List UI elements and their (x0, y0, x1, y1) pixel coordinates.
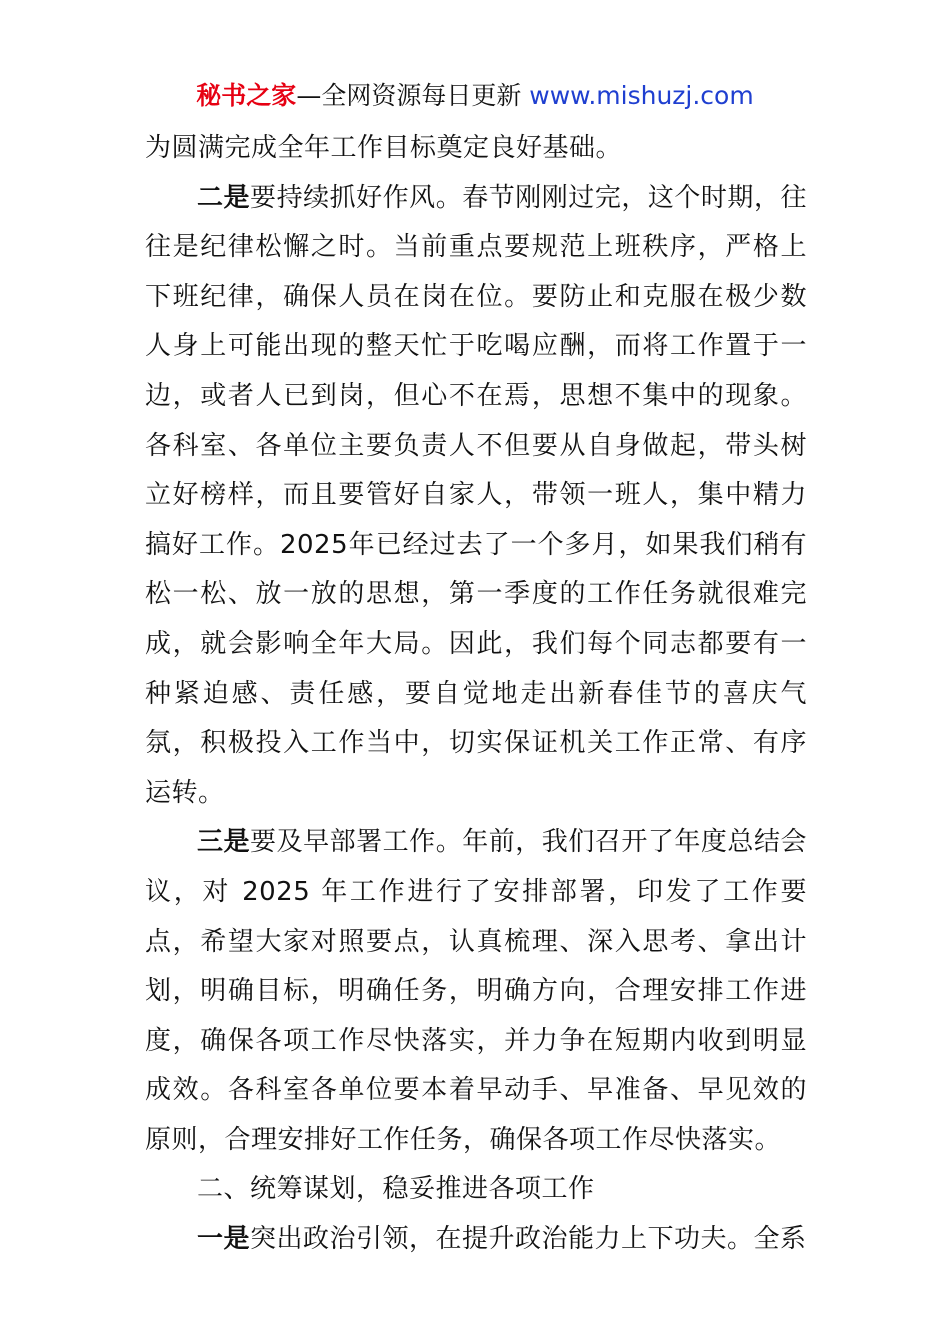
paragraph-text: 突出政治引领，在提升政治能力上下功夫。全系 (250, 1224, 807, 1255)
paragraph-lead: 三是 (197, 827, 251, 858)
paragraph-text: 为圆满完成全年工作目标奠定良好基础。 (145, 133, 623, 163)
document-body (145, 124, 807, 1265)
paragraph-lead: 二是 (197, 182, 251, 213)
paragraph-continuation (145, 124, 807, 174)
header-url-link[interactable]: www.mishuzj.com (529, 81, 754, 110)
header-tagline: —全网资源每日更新 (296, 81, 522, 110)
page-header (0, 78, 950, 114)
paragraph-second-point (145, 174, 807, 819)
paragraph-text: 要持续抓好作风。春节刚刚过完，这个时期，往往是纪律松懈之时。当前重点要规范上班秩序，严格上下班纪律，确保人员在岗在位。要防止和克服在极少数人身上可能出现的整天忙于吃喝应酬，而将工作置于一边，或者人已到岗，但心不在焉，思想不集中的现象。各科室、各单位主要负责人不但要从自身做起，带头树立好榜样，而且要管好自家人，带领一班人，集中精力搞好工作。2025年已经过去了一个多月，如果我们稍有松一松、放一放的思想，第一季度的工作任务就很难完成，就会影响全年大局。因此，我们每个同志都要有一种紧迫感、责任感，要自觉地走出新春佳节的喜庆气氛，积极投入工作当中，切实保证机关工作正常、有序运转。 (145, 182, 807, 808)
section-heading (145, 1165, 807, 1215)
header-brand: 秘书之家 (196, 81, 297, 110)
section-heading-text: 二、统筹谋划，稳妥推进各项工作 (197, 1174, 595, 1205)
paragraph-first-point (145, 1215, 807, 1265)
paragraph-text: 要及早部署工作。年前，我们召开了年度总结会议，对 2025 年工作进行了安排部署，印发了工作要点，希望大家对照要点，认真梳理、深入思考、拿出计划，明确目标，明确任务，明确方向，合理安排工作进度，确保各项工作尽快落实，并力争在短期内收到明显成效。各科室各单位要本着早动手、早准备、早见效的原则，合理安排好工作任务，确保各项工作尽快落实。 (145, 827, 807, 1155)
paragraph-lead: 一是 (197, 1224, 251, 1255)
paragraph-third-point (145, 818, 807, 1165)
